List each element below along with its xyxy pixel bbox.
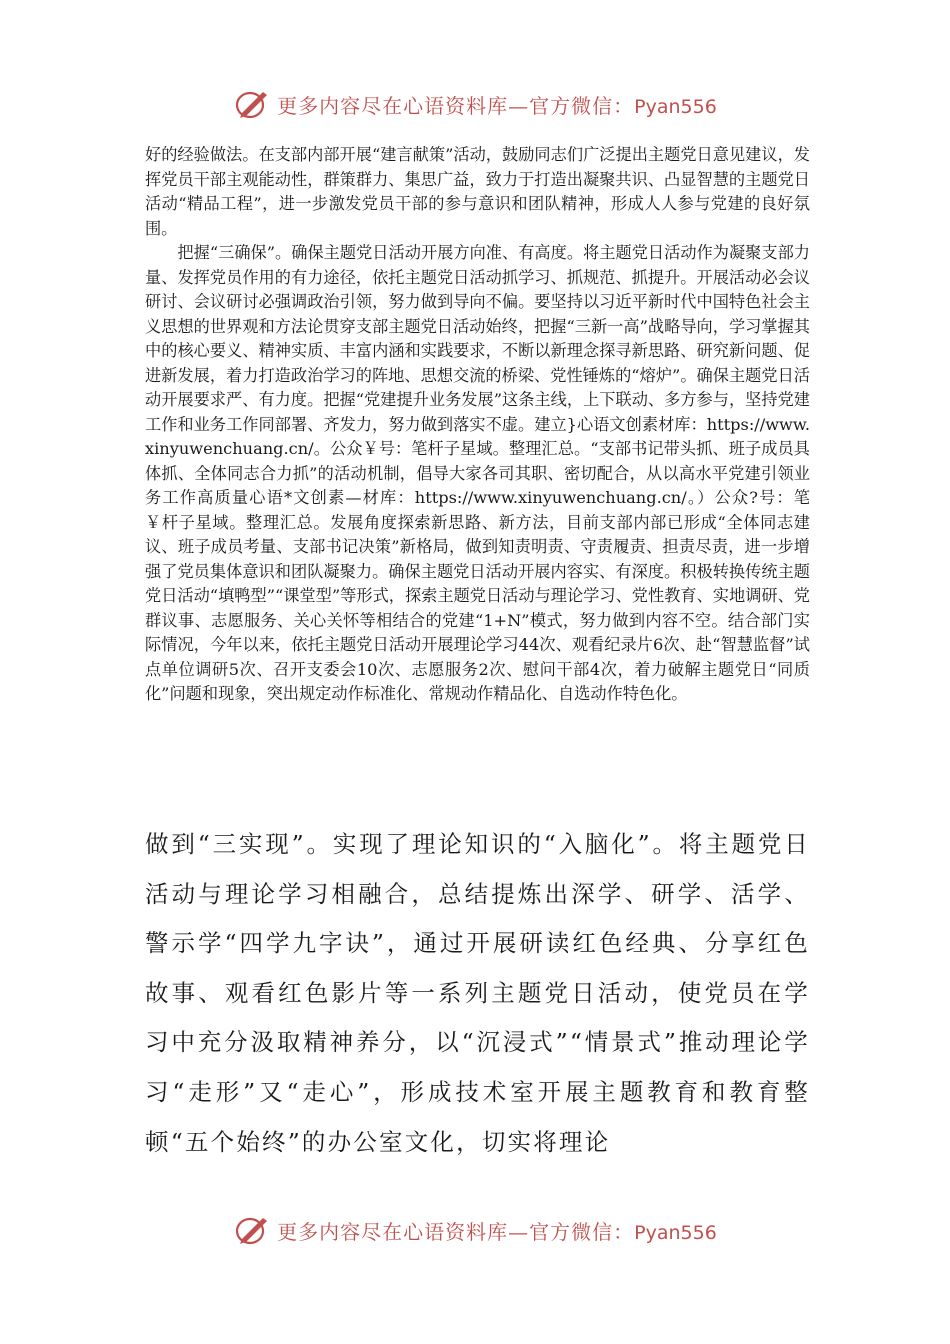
- watermark-text: 更多内容尽在心语资料库—官方微信：Pyan556: [277, 1219, 717, 1244]
- pen-logo-icon: [233, 86, 273, 122]
- paragraph-3: 做到“三实现”。实现了理论知识的“入脑化”。将主题党日活动与理论学习相融合，总结提炼出深学、研学、活学、警示学“四学九字诀”，通过开展研读红色经典、分享红色故事、观看红色影片等一系列主题党日活动，使党员在学习中充分汲取精神养分，以“沉浸式”“情景式”推动理论学习“走形”又“走心”，形成技术室开展主题教育和教育整顿“五个始终”的办公室文化，切实将理论: [145, 830, 810, 1156]
- watermark-id: Pyan556: [634, 1221, 717, 1244]
- watermark-header: [0, 84, 950, 124]
- watermark-footer: [0, 1210, 950, 1250]
- watermark-text: 更多内容尽在心语资料库—官方微信：Pyan556: [277, 93, 717, 118]
- body-large-text: [145, 820, 810, 1167]
- watermark-id: Pyan556: [634, 95, 717, 118]
- pen-logo-icon: [233, 1212, 273, 1248]
- paragraph-2: 把握“三确保”。确保主题党日活动开展方向准、有高度。将主题党日活动作为凝聚支部力量、发挥党员作用的有力途径，依托主题党日活动抓学习、抓规范、抓提升。开展活动必会议研讨、会议研讨必强调政治引领，努力做到导向不偏。要坚持以习近平新时代中国特色社会主义思想的世界观和方法论贯穿支部主题党日活动始终，把握“三新一高”战略导向，学习掌握其中的核心要义、精神实质、丰富内涵和实践要求，不断以新理念探寻新思路、研究新问题、促进新发展，着力打造政治学习的阵地、思想交流的桥梁、党性锤炼的“熔炉”。确保主题党日活动开展要求严、有力度。把握“党建提升业务发展”这条主线，上下联动、多方参与，坚持党建工作和业务工作同部署、齐发力，努力做到落实不虚。建立}心语文创素材库：https://www.xinyuwenchuang.cn/。公众￥号：笔杆子星域。整理汇总。“支部书记带头抓、班子成员具体抓、全体同志合力抓”的活动机制，倡导大家各司其职、密切配合，从以高水平党建引领业务工作高质量心语*文创素—材库：https://www.xinyuwenchuang.cn/。）公众?号：笔￥杆子星域。整理汇总。发展角度探索新思路、新方法，目前支部内部已形成“全体同志建议、班子成员考量、支部书记决策”新格局，做到知责明责、守责履责、担责尽责，进一步增强了党员集体意识和团队凝聚力。确保主题党日活动开展内容实、有深度。积极转换传统主题党日活动“填鸭型”“课堂型”等形式，探索主题党日活动与理论学习、党性教育、实地调研、党群议事、志愿服务、关心关怀等相结合的党建“1+N”模式，努力做到内容不空。结合部门实际情况，今年以来，依托主题党日活动开展理论学习44次、观看纪录片6次、赴“智慧监督”试点单位调研5次、召开支委会10次、志愿服务2次、慰问干部4次，着力破解主题党日“同质化”问题和现象，突出规定动作标准化、常规动作精品化、自选动作特色化。: [145, 243, 810, 703]
- paragraph-1: 好的经验做法。在支部内部开展“建言献策”活动，鼓励同志们广泛提出主题党日意见建议，发挥党员干部主观能动性，群策群力、集思广益，致力于打造出凝聚共识、凸显智慧的主题党日活动“精品工程”，进一步激发党员干部的参与意识和团队精神，形成人人参与党建的良好氛围。: [145, 145, 810, 238]
- body-small-text: [145, 143, 810, 707]
